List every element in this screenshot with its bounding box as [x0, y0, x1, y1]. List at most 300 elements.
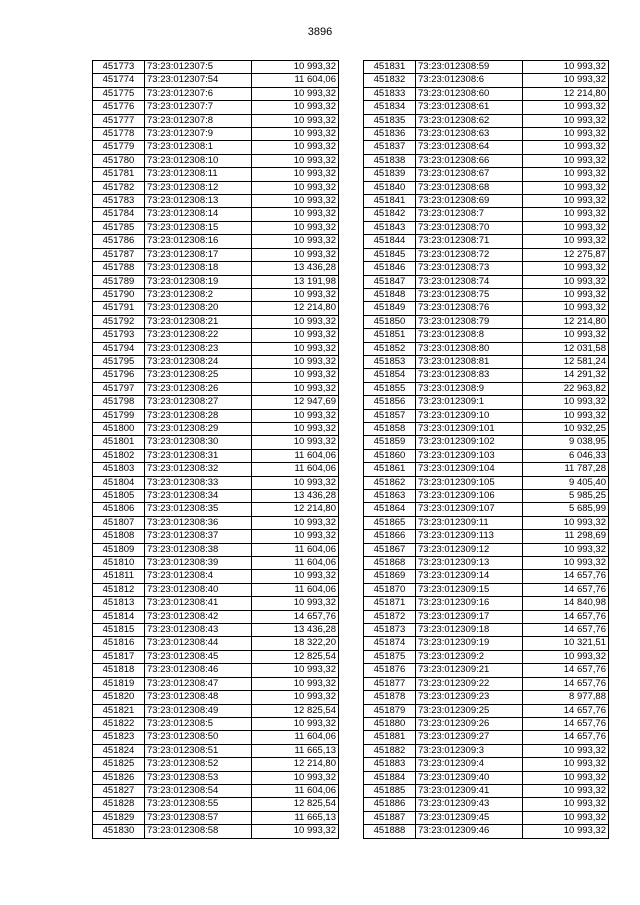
cadastral-value-cell: 10 993,32 — [523, 825, 609, 838]
page-number: 3896 — [307, 26, 333, 38]
cadastral-number-cell: 73:23:012308:42 — [145, 610, 252, 623]
cadastral-number-cell: 73:23:012307:8 — [145, 114, 252, 127]
cadastral-number-cell: 73:23:012309:18 — [416, 624, 523, 637]
record-number-cell: 451853 — [364, 355, 416, 368]
cadastral-number-cell: 73:23:012309:15 — [416, 583, 523, 596]
cadastral-number-cell: 73:23:012308:37 — [145, 530, 252, 543]
record-number-cell: 451805 — [93, 490, 145, 503]
cadastral-value-cell: 9 405,40 — [523, 476, 609, 489]
record-number-cell: 451832 — [364, 74, 416, 87]
cadastral-number-cell: 73:23:012309:17 — [416, 610, 523, 623]
cadastral-number-cell: 73:23:012308:61 — [416, 101, 523, 114]
table-row — [93, 449, 339, 462]
cadastral-number-cell: 73:23:012308:29 — [145, 422, 252, 435]
table-row — [93, 275, 339, 288]
cadastral-value-cell: 10 993,32 — [252, 288, 339, 301]
record-number-cell: 451835 — [364, 114, 416, 127]
record-number-cell: 451856 — [364, 396, 416, 409]
record-number-cell: 451844 — [364, 235, 416, 248]
record-number-cell: 451882 — [364, 744, 416, 757]
cadastral-number-cell: 73:23:012308:72 — [416, 248, 523, 261]
cadastral-number-cell: 73:23:012308:26 — [145, 382, 252, 395]
table-row — [364, 463, 609, 476]
record-number-cell: 451864 — [364, 503, 416, 516]
table-row — [364, 315, 609, 328]
table-row — [364, 128, 609, 141]
table-row — [93, 637, 339, 650]
table-row — [364, 208, 609, 221]
record-number-cell: 451804 — [93, 476, 145, 489]
record-number-cell: 451775 — [93, 87, 145, 100]
record-number-cell: 451859 — [364, 436, 416, 449]
record-number-cell: 451878 — [364, 691, 416, 704]
record-number-cell: 451870 — [364, 583, 416, 596]
record-number-cell: 451776 — [93, 101, 145, 114]
table-row — [93, 516, 339, 529]
record-number-cell: 451786 — [93, 235, 145, 248]
record-number-cell: 451798 — [93, 396, 145, 409]
cadastral-number-cell: 73:23:012308:8 — [416, 329, 523, 342]
cadastral-number-cell: 73:23:012309:19 — [416, 637, 523, 650]
cadastral-number-cell: 73:23:012309:21 — [416, 664, 523, 677]
cadastral-number-cell: 73:23:012308:36 — [145, 516, 252, 529]
record-number-cell: 451843 — [364, 221, 416, 234]
cadastral-number-cell: 73:23:012308:60 — [416, 87, 523, 100]
cadastral-number-cell: 73:23:012308:25 — [145, 369, 252, 382]
table-row — [364, 476, 609, 489]
right-register-table — [363, 60, 609, 839]
cadastral-number-cell: 73:23:012308:16 — [145, 235, 252, 248]
table-row — [93, 624, 339, 637]
cadastral-number-cell: 73:23:012308:81 — [416, 355, 523, 368]
cadastral-number-cell: 73:23:012308:51 — [145, 744, 252, 757]
table-row — [364, 449, 609, 462]
cadastral-value-cell: 10 993,32 — [252, 208, 339, 221]
table-row — [364, 691, 609, 704]
cadastral-value-cell: 14 291,32 — [523, 369, 609, 382]
cadastral-value-cell: 12 214,80 — [252, 302, 339, 315]
table-row — [93, 168, 339, 181]
table-row — [93, 664, 339, 677]
record-number-cell: 451867 — [364, 543, 416, 556]
record-number-cell: 451792 — [93, 315, 145, 328]
table-row — [364, 758, 609, 771]
table-row — [93, 329, 339, 342]
cadastral-value-cell: 10 993,32 — [523, 221, 609, 234]
table-row — [364, 543, 609, 556]
table-row — [93, 490, 339, 503]
cadastral-value-cell: 14 657,76 — [523, 610, 609, 623]
cadastral-value-cell: 10 993,32 — [523, 288, 609, 301]
cadastral-value-cell: 14 657,76 — [523, 731, 609, 744]
cadastral-value-cell: 10 993,32 — [523, 557, 609, 570]
record-number-cell: 451884 — [364, 771, 416, 784]
table-row — [364, 409, 609, 422]
record-number-cell: 451803 — [93, 463, 145, 476]
record-number-cell: 451781 — [93, 168, 145, 181]
table-row — [93, 235, 339, 248]
cadastral-number-cell: 73:23:012309:13 — [416, 557, 523, 570]
cadastral-number-cell: 73:23:012309:101 — [416, 422, 523, 435]
record-number-cell: 451789 — [93, 275, 145, 288]
table-row — [364, 516, 609, 529]
record-number-cell: 451881 — [364, 731, 416, 744]
cadastral-value-cell: 5 985,25 — [523, 490, 609, 503]
record-number-cell: 451877 — [364, 677, 416, 690]
cadastral-number-cell: 73:23:012308:49 — [145, 704, 252, 717]
table-row — [93, 476, 339, 489]
cadastral-value-cell: 12 214,80 — [252, 758, 339, 771]
table-row — [93, 342, 339, 355]
cadastral-value-cell: 10 993,32 — [252, 87, 339, 100]
cadastral-number-cell: 73:23:012308:58 — [145, 825, 252, 838]
cadastral-value-cell: 10 993,32 — [252, 141, 339, 154]
record-number-cell: 451823 — [93, 731, 145, 744]
cadastral-number-cell: 73:23:012308:19 — [145, 275, 252, 288]
record-number-cell: 451817 — [93, 650, 145, 663]
table-row — [364, 610, 609, 623]
cadastral-number-cell: 73:23:012309:23 — [416, 691, 523, 704]
cadastral-value-cell: 13 436,28 — [252, 262, 339, 275]
record-number-cell: 451809 — [93, 543, 145, 556]
cadastral-value-cell: 10 993,32 — [252, 516, 339, 529]
table-row — [364, 302, 609, 315]
record-number-cell: 451783 — [93, 195, 145, 208]
table-row — [364, 624, 609, 637]
cadastral-number-cell: 73:23:012307:54 — [145, 74, 252, 87]
record-number-cell: 451811 — [93, 570, 145, 583]
cadastral-value-cell: 10 993,32 — [523, 275, 609, 288]
cadastral-value-cell: 11 604,06 — [252, 731, 339, 744]
cadastral-value-cell: 12 214,80 — [523, 87, 609, 100]
table-row — [93, 717, 339, 730]
cadastral-value-cell: 14 657,76 — [523, 624, 609, 637]
cadastral-number-cell: 73:23:012308:64 — [416, 141, 523, 154]
cadastral-value-cell: 12 214,80 — [523, 315, 609, 328]
cadastral-number-cell: 73:23:012309:107 — [416, 503, 523, 516]
record-number-cell: 451866 — [364, 530, 416, 543]
cadastral-value-cell: 11 604,06 — [252, 74, 339, 87]
cadastral-value-cell: 12 825,54 — [252, 798, 339, 811]
table-row — [364, 704, 609, 717]
cadastral-number-cell: 73:23:012308:41 — [145, 597, 252, 610]
cadastral-number-cell: 73:23:012309:10 — [416, 409, 523, 422]
record-number-cell: 451857 — [364, 409, 416, 422]
table-row — [364, 784, 609, 797]
cadastral-number-cell: 73:23:012309:105 — [416, 476, 523, 489]
cadastral-value-cell: 11 787,28 — [523, 463, 609, 476]
cadastral-number-cell: 73:23:012308:44 — [145, 637, 252, 650]
record-number-cell: 451852 — [364, 342, 416, 355]
cadastral-value-cell: 14 657,76 — [523, 583, 609, 596]
record-number-cell: 451879 — [364, 704, 416, 717]
table-row — [364, 664, 609, 677]
table-row — [364, 557, 609, 570]
record-number-cell: 451829 — [93, 811, 145, 824]
cadastral-value-cell: 11 665,13 — [252, 811, 339, 824]
cadastral-value-cell: 10 993,32 — [252, 382, 339, 395]
record-number-cell: 451869 — [364, 570, 416, 583]
cadastral-value-cell: 10 993,32 — [252, 771, 339, 784]
cadastral-number-cell: 73:23:012309:4 — [416, 758, 523, 771]
cadastral-value-cell: 11 604,06 — [252, 557, 339, 570]
cadastral-number-cell: 73:23:012309:12 — [416, 543, 523, 556]
cadastral-value-cell: 12 214,80 — [252, 503, 339, 516]
cadastral-number-cell: 73:23:012309:104 — [416, 463, 523, 476]
table-row — [364, 396, 609, 409]
cadastral-value-cell: 10 993,32 — [252, 168, 339, 181]
cadastral-number-cell: 73:23:012308:74 — [416, 275, 523, 288]
table-row — [93, 61, 339, 74]
cadastral-number-cell: 73:23:012308:11 — [145, 168, 252, 181]
cadastral-number-cell: 73:23:012309:27 — [416, 731, 523, 744]
cadastral-value-cell: 12 581,24 — [523, 355, 609, 368]
record-number-cell: 451815 — [93, 624, 145, 637]
record-number-cell: 451797 — [93, 382, 145, 395]
cadastral-number-cell: 73:23:012307:5 — [145, 61, 252, 74]
record-number-cell: 451885 — [364, 784, 416, 797]
record-number-cell: 451785 — [93, 221, 145, 234]
cadastral-value-cell: 14 657,76 — [523, 570, 609, 583]
record-number-cell: 451883 — [364, 758, 416, 771]
cadastral-number-cell: 73:23:012308:7 — [416, 208, 523, 221]
table-row — [93, 691, 339, 704]
record-number-cell: 451810 — [93, 557, 145, 570]
table-row — [93, 302, 339, 315]
table-row — [364, 248, 609, 261]
record-number-cell: 451808 — [93, 530, 145, 543]
table-row — [93, 798, 339, 811]
cadastral-number-cell: 73:23:012308:33 — [145, 476, 252, 489]
table-row — [364, 87, 609, 100]
table-row — [364, 61, 609, 74]
record-number-cell: 451872 — [364, 610, 416, 623]
cadastral-number-cell: 73:23:012308:70 — [416, 221, 523, 234]
cadastral-value-cell: 10 993,32 — [523, 811, 609, 824]
cadastral-number-cell: 73:23:012309:41 — [416, 784, 523, 797]
table-row — [364, 677, 609, 690]
cadastral-number-cell: 73:23:012309:45 — [416, 811, 523, 824]
record-number-cell: 451841 — [364, 195, 416, 208]
table-row — [364, 530, 609, 543]
table-row — [364, 114, 609, 127]
cadastral-value-cell: 10 993,32 — [252, 825, 339, 838]
table-row — [93, 731, 339, 744]
record-number-cell: 451887 — [364, 811, 416, 824]
cadastral-number-cell: 73:23:012308:45 — [145, 650, 252, 663]
table-row — [364, 436, 609, 449]
cadastral-value-cell: 10 993,32 — [252, 221, 339, 234]
cadastral-number-cell: 73:23:012308:75 — [416, 288, 523, 301]
cadastral-value-cell: 10 993,32 — [523, 114, 609, 127]
table-row — [93, 221, 339, 234]
table-row — [93, 369, 339, 382]
cadastral-value-cell: 9 038,95 — [523, 436, 609, 449]
cadastral-value-cell: 10 932,25 — [523, 422, 609, 435]
cadastral-value-cell: 12 947,69 — [252, 396, 339, 409]
cadastral-number-cell: 73:23:012308:48 — [145, 691, 252, 704]
record-number-cell: 451838 — [364, 154, 416, 167]
cadastral-number-cell: 73:23:012308:14 — [145, 208, 252, 221]
record-number-cell: 451880 — [364, 717, 416, 730]
table-row — [364, 382, 609, 395]
cadastral-value-cell: 10 993,32 — [252, 329, 339, 342]
cadastral-number-cell: 73:23:012308:27 — [145, 396, 252, 409]
table-row — [93, 530, 339, 543]
table-row — [93, 87, 339, 100]
record-number-cell: 451814 — [93, 610, 145, 623]
table-row — [93, 825, 339, 838]
cadastral-value-cell: 10 993,32 — [252, 717, 339, 730]
record-number-cell: 451816 — [93, 637, 145, 650]
cadastral-number-cell: 73:23:012309:22 — [416, 677, 523, 690]
cadastral-value-cell: 10 993,32 — [252, 101, 339, 114]
cadastral-value-cell: 10 993,32 — [523, 543, 609, 556]
cadastral-number-cell: 73:23:012308:15 — [145, 221, 252, 234]
cadastral-number-cell: 73:23:012308:67 — [416, 168, 523, 181]
cadastral-value-cell: 10 993,32 — [252, 677, 339, 690]
cadastral-value-cell: 18 322,20 — [252, 637, 339, 650]
table-row — [364, 490, 609, 503]
cadastral-value-cell: 14 657,76 — [523, 717, 609, 730]
table-row — [364, 195, 609, 208]
cadastral-number-cell: 73:23:012308:20 — [145, 302, 252, 315]
cadastral-number-cell: 73:23:012308:1 — [145, 141, 252, 154]
cadastral-value-cell: 10 993,32 — [523, 168, 609, 181]
table-row — [93, 758, 339, 771]
table-row — [364, 650, 609, 663]
cadastral-value-cell: 12 275,87 — [523, 248, 609, 261]
cadastral-value-cell: 13 436,28 — [252, 624, 339, 637]
cadastral-value-cell: 6 046,33 — [523, 449, 609, 462]
record-number-cell: 451807 — [93, 516, 145, 529]
table-row — [364, 101, 609, 114]
cadastral-value-cell: 10 321,51 — [523, 637, 609, 650]
cadastral-value-cell: 10 993,32 — [523, 195, 609, 208]
record-number-cell: 451875 — [364, 650, 416, 663]
cadastral-number-cell: 73:23:012309:103 — [416, 449, 523, 462]
cadastral-number-cell: 73:23:012308:22 — [145, 329, 252, 342]
record-number-cell: 451833 — [364, 87, 416, 100]
cadastral-number-cell: 73:23:012308:34 — [145, 490, 252, 503]
cadastral-value-cell: 10 993,32 — [252, 476, 339, 489]
cadastral-number-cell: 73:23:012309:14 — [416, 570, 523, 583]
cadastral-value-cell: 10 993,32 — [252, 342, 339, 355]
table-row — [364, 168, 609, 181]
record-number-cell: 451799 — [93, 409, 145, 422]
cadastral-number-cell: 73:23:012308:12 — [145, 181, 252, 194]
table-row — [364, 342, 609, 355]
cadastral-value-cell: 11 604,06 — [252, 463, 339, 476]
table-row — [93, 114, 339, 127]
table-row — [93, 422, 339, 435]
record-number-cell: 451825 — [93, 758, 145, 771]
cadastral-number-cell: 73:23:012309:46 — [416, 825, 523, 838]
cadastral-number-cell: 73:23:012308:39 — [145, 557, 252, 570]
table-row — [364, 221, 609, 234]
cadastral-value-cell: 10 993,32 — [523, 758, 609, 771]
record-number-cell: 451837 — [364, 141, 416, 154]
cadastral-value-cell: 10 993,32 — [523, 154, 609, 167]
cadastral-number-cell: 73:23:012307:6 — [145, 87, 252, 100]
cadastral-number-cell: 73:23:012308:6 — [416, 74, 523, 87]
table-row — [93, 744, 339, 757]
cadastral-value-cell: 13 436,28 — [252, 490, 339, 503]
cadastral-value-cell: 10 993,32 — [252, 691, 339, 704]
cadastral-number-cell: 73:23:012308:21 — [145, 315, 252, 328]
cadastral-number-cell: 73:23:012308:31 — [145, 449, 252, 462]
cadastral-value-cell: 11 665,13 — [252, 744, 339, 757]
table-row — [93, 503, 339, 516]
record-number-cell: 451790 — [93, 288, 145, 301]
table-row — [364, 275, 609, 288]
cadastral-value-cell: 10 993,32 — [523, 181, 609, 194]
table-row — [364, 570, 609, 583]
table-row — [364, 154, 609, 167]
cadastral-value-cell: 10 993,32 — [523, 771, 609, 784]
table-row — [364, 235, 609, 248]
cadastral-number-cell: 73:23:012308:43 — [145, 624, 252, 637]
cadastral-value-cell: 10 993,32 — [523, 262, 609, 275]
cadastral-value-cell: 11 604,06 — [252, 449, 339, 462]
cadastral-number-cell: 73:23:012308:28 — [145, 409, 252, 422]
cadastral-number-cell: 73:23:012308:83 — [416, 369, 523, 382]
record-number-cell: 451862 — [364, 476, 416, 489]
record-number-cell: 451826 — [93, 771, 145, 784]
table-row — [93, 610, 339, 623]
record-number-cell: 451834 — [364, 101, 416, 114]
cadastral-value-cell: 10 993,32 — [523, 235, 609, 248]
record-number-cell: 451787 — [93, 248, 145, 261]
record-number-cell: 451836 — [364, 128, 416, 141]
cadastral-number-cell: 73:23:012308:53 — [145, 771, 252, 784]
record-number-cell: 451874 — [364, 637, 416, 650]
cadastral-value-cell: 14 657,76 — [252, 610, 339, 623]
cadastral-value-cell: 10 993,32 — [523, 744, 609, 757]
cadastral-number-cell: 73:23:012308:79 — [416, 315, 523, 328]
record-number-cell: 451813 — [93, 597, 145, 610]
table-row — [364, 825, 609, 838]
cadastral-value-cell: 11 604,06 — [252, 543, 339, 556]
cadastral-value-cell: 10 993,32 — [252, 154, 339, 167]
record-number-cell: 451865 — [364, 516, 416, 529]
table-row — [93, 463, 339, 476]
record-number-cell: 451794 — [93, 342, 145, 355]
cadastral-value-cell: 12 825,54 — [252, 704, 339, 717]
record-number-cell: 451868 — [364, 557, 416, 570]
record-number-cell: 451876 — [364, 664, 416, 677]
cadastral-number-cell: 73:23:012308:32 — [145, 463, 252, 476]
cadastral-value-cell: 14 657,76 — [523, 704, 609, 717]
cadastral-number-cell: 73:23:012309:16 — [416, 597, 523, 610]
cadastral-number-cell: 73:23:012308:68 — [416, 181, 523, 194]
cadastral-value-cell: 10 993,32 — [523, 101, 609, 114]
table-row — [93, 128, 339, 141]
table-row — [364, 74, 609, 87]
cadastral-value-cell: 10 993,32 — [523, 396, 609, 409]
record-number-cell: 451860 — [364, 449, 416, 462]
cadastral-value-cell: 10 993,32 — [252, 664, 339, 677]
cadastral-number-cell: 73:23:012308:46 — [145, 664, 252, 677]
cadastral-value-cell: 10 993,32 — [252, 235, 339, 248]
cadastral-value-cell: 10 993,32 — [252, 436, 339, 449]
table-row — [364, 798, 609, 811]
cadastral-value-cell: 10 993,32 — [523, 516, 609, 529]
table-row — [93, 570, 339, 583]
record-number-cell: 451863 — [364, 490, 416, 503]
cadastral-value-cell: 13 191,98 — [252, 275, 339, 288]
table-row — [93, 154, 339, 167]
